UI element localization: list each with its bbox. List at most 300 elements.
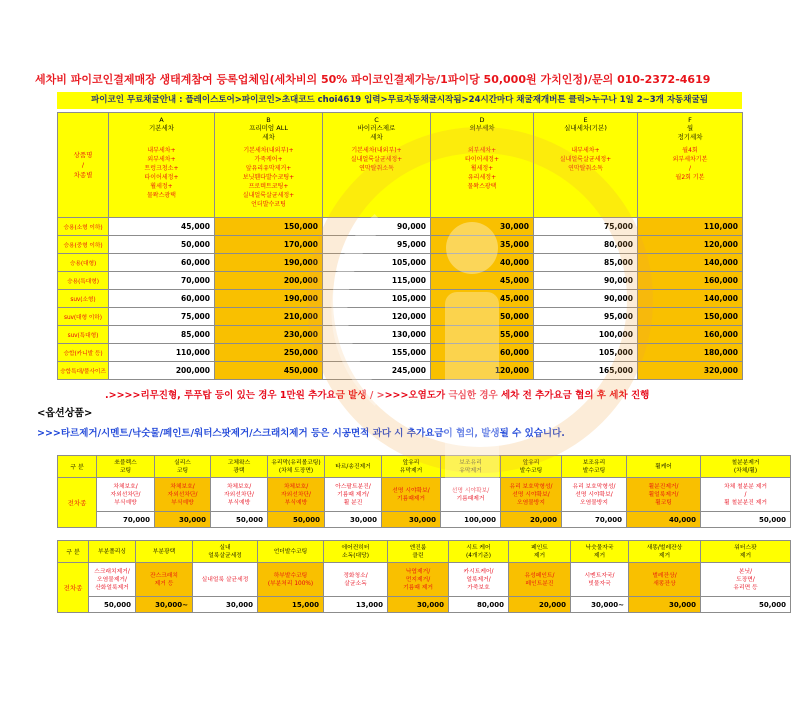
package-service-item: 휠세정+ (470, 165, 494, 172)
option-name-line: 코팅 (176, 467, 189, 474)
option-name-line: 제거 (533, 552, 546, 559)
price-cell-d: 45,000 (431, 272, 534, 290)
option-description (701, 478, 791, 512)
package-letter: D (479, 116, 485, 124)
option-description-line: 유리면 등 (733, 584, 758, 591)
product-vehicle-corner-cell (58, 113, 109, 218)
price-cell-d: 35,000 (431, 236, 534, 254)
option-description-line: 유리 보호막형성/ (509, 483, 553, 490)
price-cell-f: 150,000 (638, 308, 743, 326)
option-description-line: 선명 시야확보/ (451, 487, 490, 494)
category-header: 구 분 (58, 541, 89, 563)
option-price: 30,000~ (136, 597, 193, 613)
price-cell-c: 130,000 (323, 326, 431, 344)
price-cell-b: 170,000 (215, 236, 323, 254)
surcharge-note: .>>>>리무진형, 루푸탑 등이 있는 경우 1만원 추가요금 발생 / >>>>오염도가 극심한 경우 세차 전 추가요금 협의 후 세차 진행 (105, 390, 650, 401)
option-description-line: 실내얼룩 살균세정 (201, 576, 249, 583)
price-cell-c: 155,000 (323, 344, 431, 362)
price-cell-e: 165,000 (534, 362, 638, 380)
option-description-line: 선명 시야확보/ (512, 491, 550, 498)
page-title: 세차비 파이코인결제매장 생태계참여 등록업체임(세차비의 50% 파이코인결제가능/1파이당 50,000원 가치인정)/문의 010-2372-4619 (35, 73, 711, 86)
option-description (629, 563, 701, 597)
package-header-b (215, 113, 323, 218)
package-service-item: 가죽케어+ (254, 156, 283, 163)
option-name-header (627, 456, 701, 478)
price-cell-b: 190,000 (215, 290, 323, 308)
option-description (193, 563, 258, 597)
option-price: 30,000~ (571, 597, 629, 613)
option-name-line: 발수코팅 (582, 467, 606, 474)
option-name-header (324, 541, 388, 563)
package-service-item: 타이어세정+ (464, 156, 499, 163)
option-name-line: 제거 (739, 552, 752, 559)
option-name-header (509, 541, 571, 563)
option-name-line: 보조유리 (582, 459, 606, 466)
price-cell-e: 75,000 (534, 218, 638, 236)
price-cell-b: 150,000 (215, 218, 323, 236)
option-name-line: (차체 도장면) (278, 467, 314, 474)
option-description-line: / (744, 491, 747, 498)
package-letter: F (688, 116, 692, 124)
price-cell-f: 180,000 (638, 344, 743, 362)
options-notice: >>>타르제거/시멘트/낙숫물/페인트/워터스팟제거/스크래치제거 등은 시공면적 과다 시 추가요금이 협의, 발생될 수 있습니다. (37, 428, 565, 439)
price-cell-a: 85,000 (109, 326, 215, 344)
option-name-line: 낙숫물자국 (585, 544, 614, 551)
option-name-line: 실내 (219, 544, 231, 551)
corner-label-line: 차종별 (73, 171, 93, 179)
price-cell-b: 200,000 (215, 272, 323, 290)
package-service-item: 월4회 (682, 147, 698, 154)
option-price-row (58, 597, 791, 613)
option-name-header (629, 541, 701, 563)
option-name-line: 발수코팅 (519, 467, 543, 474)
option-description (211, 478, 268, 512)
option-name-line: 광택 (233, 467, 245, 474)
option-description-line: 하부발수코팅 (273, 572, 308, 579)
option-name-line: (4개기준) (465, 552, 491, 559)
option-description (509, 563, 571, 597)
option-price: 30,000 (382, 512, 441, 528)
price-cell-c: 105,000 (323, 254, 431, 272)
option-name-line: 얼룩살균세정 (208, 552, 242, 559)
price-cell-c: 105,000 (323, 290, 431, 308)
option-price: 40,000 (627, 512, 701, 528)
option-description-line: 아스팔트분진/ (335, 483, 371, 490)
price-cell-d: 40,000 (431, 254, 534, 272)
vehicle-type-label: suv(대형 이하) (58, 308, 109, 326)
package-name-line: 정기세차 (677, 132, 703, 141)
option-description-row (58, 478, 791, 512)
main-price-table (57, 112, 743, 380)
package-name (323, 124, 430, 146)
option-description-line: 새똥잔상 (653, 580, 676, 587)
option-price: 50,000 (268, 512, 325, 528)
option-description-line: 잔스크래치 (150, 572, 178, 579)
price-cell-c: 95,000 (323, 236, 431, 254)
package-name (215, 124, 322, 146)
vehicle-price-row (58, 290, 743, 308)
option-name-line: 페인트 (531, 544, 548, 551)
option-description-line: 휠 철분분진 제거 (724, 499, 767, 506)
option-name-line: 타르/송진제거 (335, 463, 371, 470)
option-name-line: 앞유리 (522, 459, 540, 466)
option-description (449, 563, 509, 597)
option-description-line: 먼지제거/ (405, 576, 431, 583)
package-service-item: 외부세차+ (147, 156, 176, 163)
package-service-item: 내부세차+ (147, 147, 176, 154)
option-description-line: 휠분진제거/ (648, 483, 679, 490)
option-description (441, 478, 501, 512)
option-table-body (58, 541, 791, 613)
option-name-line: 워터스팟 (734, 544, 757, 551)
option-name-header (258, 541, 324, 563)
main-table-body (58, 113, 743, 380)
package-name (638, 124, 742, 146)
option-price: 50,000 (211, 512, 268, 528)
package-name-line: 세차 (262, 132, 275, 141)
option-price: 20,000 (509, 597, 571, 613)
option-name-line: 새똥/벌레잔상 (646, 544, 683, 551)
option-description (701, 563, 791, 597)
option-description (562, 478, 627, 512)
package-service-list (431, 146, 533, 191)
package-service-item: 외부세차+ (467, 147, 497, 154)
option-description-row (58, 563, 791, 597)
option-name-line: 철분분제거 (731, 459, 760, 466)
option-name-line: (차체/휠) (733, 467, 758, 474)
package-service-list (638, 146, 742, 182)
corner-label-line: 상품명 (73, 151, 93, 159)
price-cell-c: 90,000 (323, 218, 431, 236)
package-name-line: 월 (686, 124, 694, 132)
price-cell-e: 90,000 (534, 272, 638, 290)
price-cell-c: 115,000 (323, 272, 431, 290)
option-description-line: 제거 등 (154, 580, 174, 587)
vehicle-type-label: 승용(소형 이하) (58, 218, 109, 236)
option-price: 80,000 (449, 597, 509, 613)
option-name-header (562, 456, 627, 478)
option-description-line: 자외선차단/ (110, 491, 141, 498)
package-header-d (431, 113, 534, 218)
vehicle-price-row (58, 218, 743, 236)
vehicle-type-label: suv(특대형) (58, 326, 109, 344)
vehicle-price-row (58, 236, 743, 254)
option-description-line: 선명 시야확보/ (575, 491, 613, 498)
option-description (627, 478, 701, 512)
option-description-line: 벌레잔상/ (652, 572, 677, 579)
package-service-item: 휠세정+ (150, 183, 173, 190)
package-name-line: 외부세차 (469, 124, 495, 132)
price-cell-e: 100,000 (534, 326, 638, 344)
price-cell-b: 250,000 (215, 344, 323, 362)
package-header-e (534, 113, 638, 218)
option-name-line: 실리스 (174, 459, 191, 466)
package-service-item: 월2회 기본 (675, 174, 705, 181)
option-description-line: 부식예방 (227, 499, 251, 506)
package-service-item: 트렁크청소+ (144, 165, 179, 172)
vehicle-type-label: 승용(특대형) (58, 272, 109, 290)
price-cell-a: 110,000 (109, 344, 215, 362)
option-description-line: 낙엽제거/ (405, 568, 431, 575)
vehicle-type-label: 승합특대/풀사이즈 (58, 362, 109, 380)
option-description (571, 563, 629, 597)
package-service-list (109, 146, 214, 200)
option-description (155, 478, 211, 512)
option-name-header (701, 456, 791, 478)
price-cell-a: 200,000 (109, 362, 215, 380)
option-header-row (58, 541, 791, 563)
price-cell-e: 95,000 (534, 308, 638, 326)
option-description-line: 차체 철분분 제거 (724, 483, 767, 490)
package-service-item: 외부세차기본 (672, 156, 708, 163)
option-name-line: 클린 (412, 552, 424, 559)
mining-notice-text: 파이코인 무료채굴안내 : 플레이스토어>파이코인>초대코드 choi4619 입력>무료자동채굴시작됨>24시간마다 채굴재개버튼 클릭>누구나 1일 2~3개 자동채굴됨 (91, 95, 708, 105)
price-cell-d: 120,000 (431, 362, 534, 380)
option-description-line: 유리 보호막형성/ (572, 483, 616, 490)
option-header-row (58, 456, 791, 478)
price-cell-b: 450,000 (215, 362, 323, 380)
package-service-item: 연막탈취소독 (359, 165, 394, 172)
option-description (324, 563, 388, 597)
option-description-line: 카시트케어/ (463, 568, 494, 575)
option-table-body (58, 456, 791, 528)
option-description-line: 산화얼룩제거 (95, 584, 129, 591)
option-name-line: 제거 (593, 552, 606, 559)
option-price: 70,000 (562, 512, 627, 528)
option-name-header (388, 541, 449, 563)
package-service-list (215, 146, 322, 209)
package-name-line: 바이러스제로 (357, 124, 396, 132)
package-service-item: 유리세정+ (467, 174, 497, 181)
option-description-line: 부식예방 (114, 499, 137, 506)
option-description-line: 페인트분진 (525, 580, 554, 587)
option-description-line: (부분처리 100%) (267, 580, 314, 587)
package-name-line: 기본세차 (148, 124, 175, 132)
vehicle-type-label: 승합(카니발 등) (58, 344, 109, 362)
option-description-line: 유성페인트/ (524, 572, 555, 579)
price-cell-b: 190,000 (215, 254, 323, 272)
option-name-header (441, 456, 501, 478)
option-price: 70,000 (97, 512, 155, 528)
option-description-line: 빗물자국 (588, 580, 611, 587)
category-header: 구 분 (58, 456, 97, 478)
option-description-line: 살균소독 (344, 580, 367, 587)
vehicle-type-label: 승용(중형 이하) (58, 236, 109, 254)
package-header-a (109, 113, 215, 218)
package-service-item: 실내얼룩살균세정+ (350, 156, 403, 163)
vehicle-price-row (58, 254, 743, 272)
option-description-line: 부식예방 (284, 499, 308, 506)
price-cell-f: 320,000 (638, 362, 743, 380)
option-name-line: 시트 케어 (466, 544, 491, 551)
package-service-item: 물왁스광택 (147, 192, 176, 199)
price-cell-f: 140,000 (638, 254, 743, 272)
vehicle-price-row (58, 344, 743, 362)
option-price: 30,000 (325, 512, 382, 528)
vehicle-type-label: suv(소형) (58, 290, 109, 308)
option-description-line: 차체보호/ (226, 483, 252, 490)
option-table-2 (57, 540, 791, 613)
option-description-line: 얼룩제거/ (466, 576, 491, 583)
option-description-line: 기름때제거 (456, 495, 485, 502)
main-header-row (58, 113, 743, 218)
option-name-header (155, 456, 211, 478)
package-service-item: 실내얼룩살균세정+ (242, 192, 295, 199)
option-description (136, 563, 193, 597)
package-letter: E (583, 116, 588, 124)
option-name-line: 앞유리 (402, 459, 420, 466)
vehicle-scope-label: 전차종 (58, 478, 97, 528)
option-name-header (136, 541, 193, 563)
option-description (388, 563, 449, 597)
package-letter: C (374, 116, 379, 124)
option-name-header (701, 541, 791, 563)
option-name-header (325, 456, 382, 478)
price-cell-b: 210,000 (215, 308, 323, 326)
option-description-line: 휠코팅 (655, 499, 672, 506)
option-description (382, 478, 441, 512)
option-price: 15,000 (258, 597, 324, 613)
option-description (258, 563, 324, 597)
price-cell-a: 75,000 (109, 308, 215, 326)
option-description-line: 자외선차단/ (167, 491, 198, 498)
price-cell-d: 45,000 (431, 290, 534, 308)
option-name-header (501, 456, 562, 478)
package-header-f (638, 113, 743, 218)
package-service-list (534, 146, 637, 173)
option-name-line: 엔진룸 (409, 544, 427, 551)
vehicle-scope-label: 전차종 (58, 563, 89, 613)
option-description (89, 563, 136, 597)
package-name (431, 124, 533, 146)
option-description-line: 시멘트자국/ (584, 572, 615, 579)
option-description-line: 휠 분진 (343, 499, 363, 506)
package-service-item: 연막탈취소독 (568, 165, 603, 172)
option-description-line: 스크래치제거/ (94, 568, 130, 575)
package-name-line: 프리미엄 ALL (249, 124, 288, 132)
package-service-item: 앞유리유막제거+ (245, 165, 292, 172)
option-description-line: 도장면/ (736, 576, 755, 583)
price-cell-d: 60,000 (431, 344, 534, 362)
option-name-line: 보조유리 (459, 459, 482, 466)
option-name-line: 유막제거 (399, 467, 423, 474)
package-name (534, 124, 637, 146)
package-name (109, 124, 214, 146)
option-price: 50,000 (89, 597, 136, 613)
option-description-line: 차체보호/ (113, 483, 138, 490)
option-description-line: 선명 시야확보/ (392, 487, 430, 494)
option-description-line: 기름때 제거/ (337, 491, 369, 498)
package-service-item: 내부세차+ (571, 147, 600, 154)
price-cell-f: 120,000 (638, 236, 743, 254)
option-name-header (89, 541, 136, 563)
option-description (268, 478, 325, 512)
option-name-line: 고체왁스 (227, 459, 251, 466)
option-description-line: 오염물제거/ (97, 576, 127, 583)
option-name-header (268, 456, 325, 478)
price-cell-a: 70,000 (109, 272, 215, 290)
vehicle-price-row (58, 362, 743, 380)
option-name-line: 유막제거 (459, 467, 482, 474)
price-cell-e: 105,000 (534, 344, 638, 362)
vehicle-type-label: 승용(대형) (58, 254, 109, 272)
package-service-item: 타이어세정+ (144, 174, 179, 181)
price-cell-e: 85,000 (534, 254, 638, 272)
option-name-header (571, 541, 629, 563)
option-name-header (97, 456, 155, 478)
option-name-line: 소독(대당) (342, 552, 369, 559)
vehicle-price-row (58, 308, 743, 326)
option-description (325, 478, 382, 512)
option-name-header (449, 541, 509, 563)
option-description-line: 기름때제거 (397, 495, 425, 502)
price-cell-d: 50,000 (431, 308, 534, 326)
price-cell-b: 230,000 (215, 326, 323, 344)
option-description-line: 자외선차단/ (224, 491, 254, 498)
price-cell-c: 120,000 (323, 308, 431, 326)
option-name-line: 유리막(유리볼코팅) (271, 459, 321, 466)
price-cell-e: 80,000 (534, 236, 638, 254)
package-letter: A (159, 116, 164, 124)
option-name-line: 부분폴리싱 (98, 548, 126, 555)
package-service-item: / (688, 165, 692, 172)
option-name-header (211, 456, 268, 478)
package-header-c (323, 113, 431, 218)
option-price: 20,000 (501, 512, 562, 528)
price-cell-f: 160,000 (638, 326, 743, 344)
option-description (97, 478, 155, 512)
option-description-line: 자외선차단/ (281, 491, 311, 498)
option-price: 30,000 (629, 597, 701, 613)
package-service-item: 보닛휀다발수코팅+ (242, 174, 295, 181)
option-name-header (382, 456, 441, 478)
option-description-line: 차체보호/ (283, 483, 309, 490)
option-price: 50,000 (701, 512, 791, 528)
option-name-line: 휠케어 (655, 463, 672, 470)
package-service-item: 실내얼룩살균세정+ (559, 156, 612, 163)
package-service-list (323, 146, 430, 173)
package-service-item: 언더발수코팅 (251, 201, 286, 208)
option-description-line: 정화청소/ (343, 572, 368, 579)
package-service-item: 기본세차(내외부)+ (243, 147, 294, 154)
option-description-line: 오염물방지 (517, 499, 545, 506)
option-description-line: 휠얼룩제거/ (648, 491, 679, 498)
option-price-row (58, 512, 791, 528)
price-cell-d: 55,000 (431, 326, 534, 344)
price-cell-f: 160,000 (638, 272, 743, 290)
vehicle-price-row (58, 326, 743, 344)
option-price: 50,000 (701, 597, 791, 613)
price-cell-f: 140,000 (638, 290, 743, 308)
price-cell-d: 30,000 (431, 218, 534, 236)
package-service-item: 기본세차(내외부)+ (351, 147, 402, 154)
corner-label-line: / (81, 161, 85, 169)
price-cell-e: 90,000 (534, 290, 638, 308)
price-cell-a: 60,000 (109, 254, 215, 272)
option-name-line: 제거 (658, 552, 671, 559)
option-price: 30,000 (388, 597, 449, 613)
option-price: 13,000 (324, 597, 388, 613)
option-description-line: 오염물방지 (580, 499, 608, 506)
option-price: 30,000 (155, 512, 211, 528)
package-name-line: 실내세차(기본) (564, 124, 607, 132)
option-name-line: 에어컨히터 (341, 544, 370, 551)
option-name-header (193, 541, 258, 563)
price-cell-a: 60,000 (109, 290, 215, 308)
option-price: 30,000 (193, 597, 258, 613)
price-cell-a: 50,000 (109, 236, 215, 254)
option-name-line: 쏘블렉스 (114, 459, 137, 466)
